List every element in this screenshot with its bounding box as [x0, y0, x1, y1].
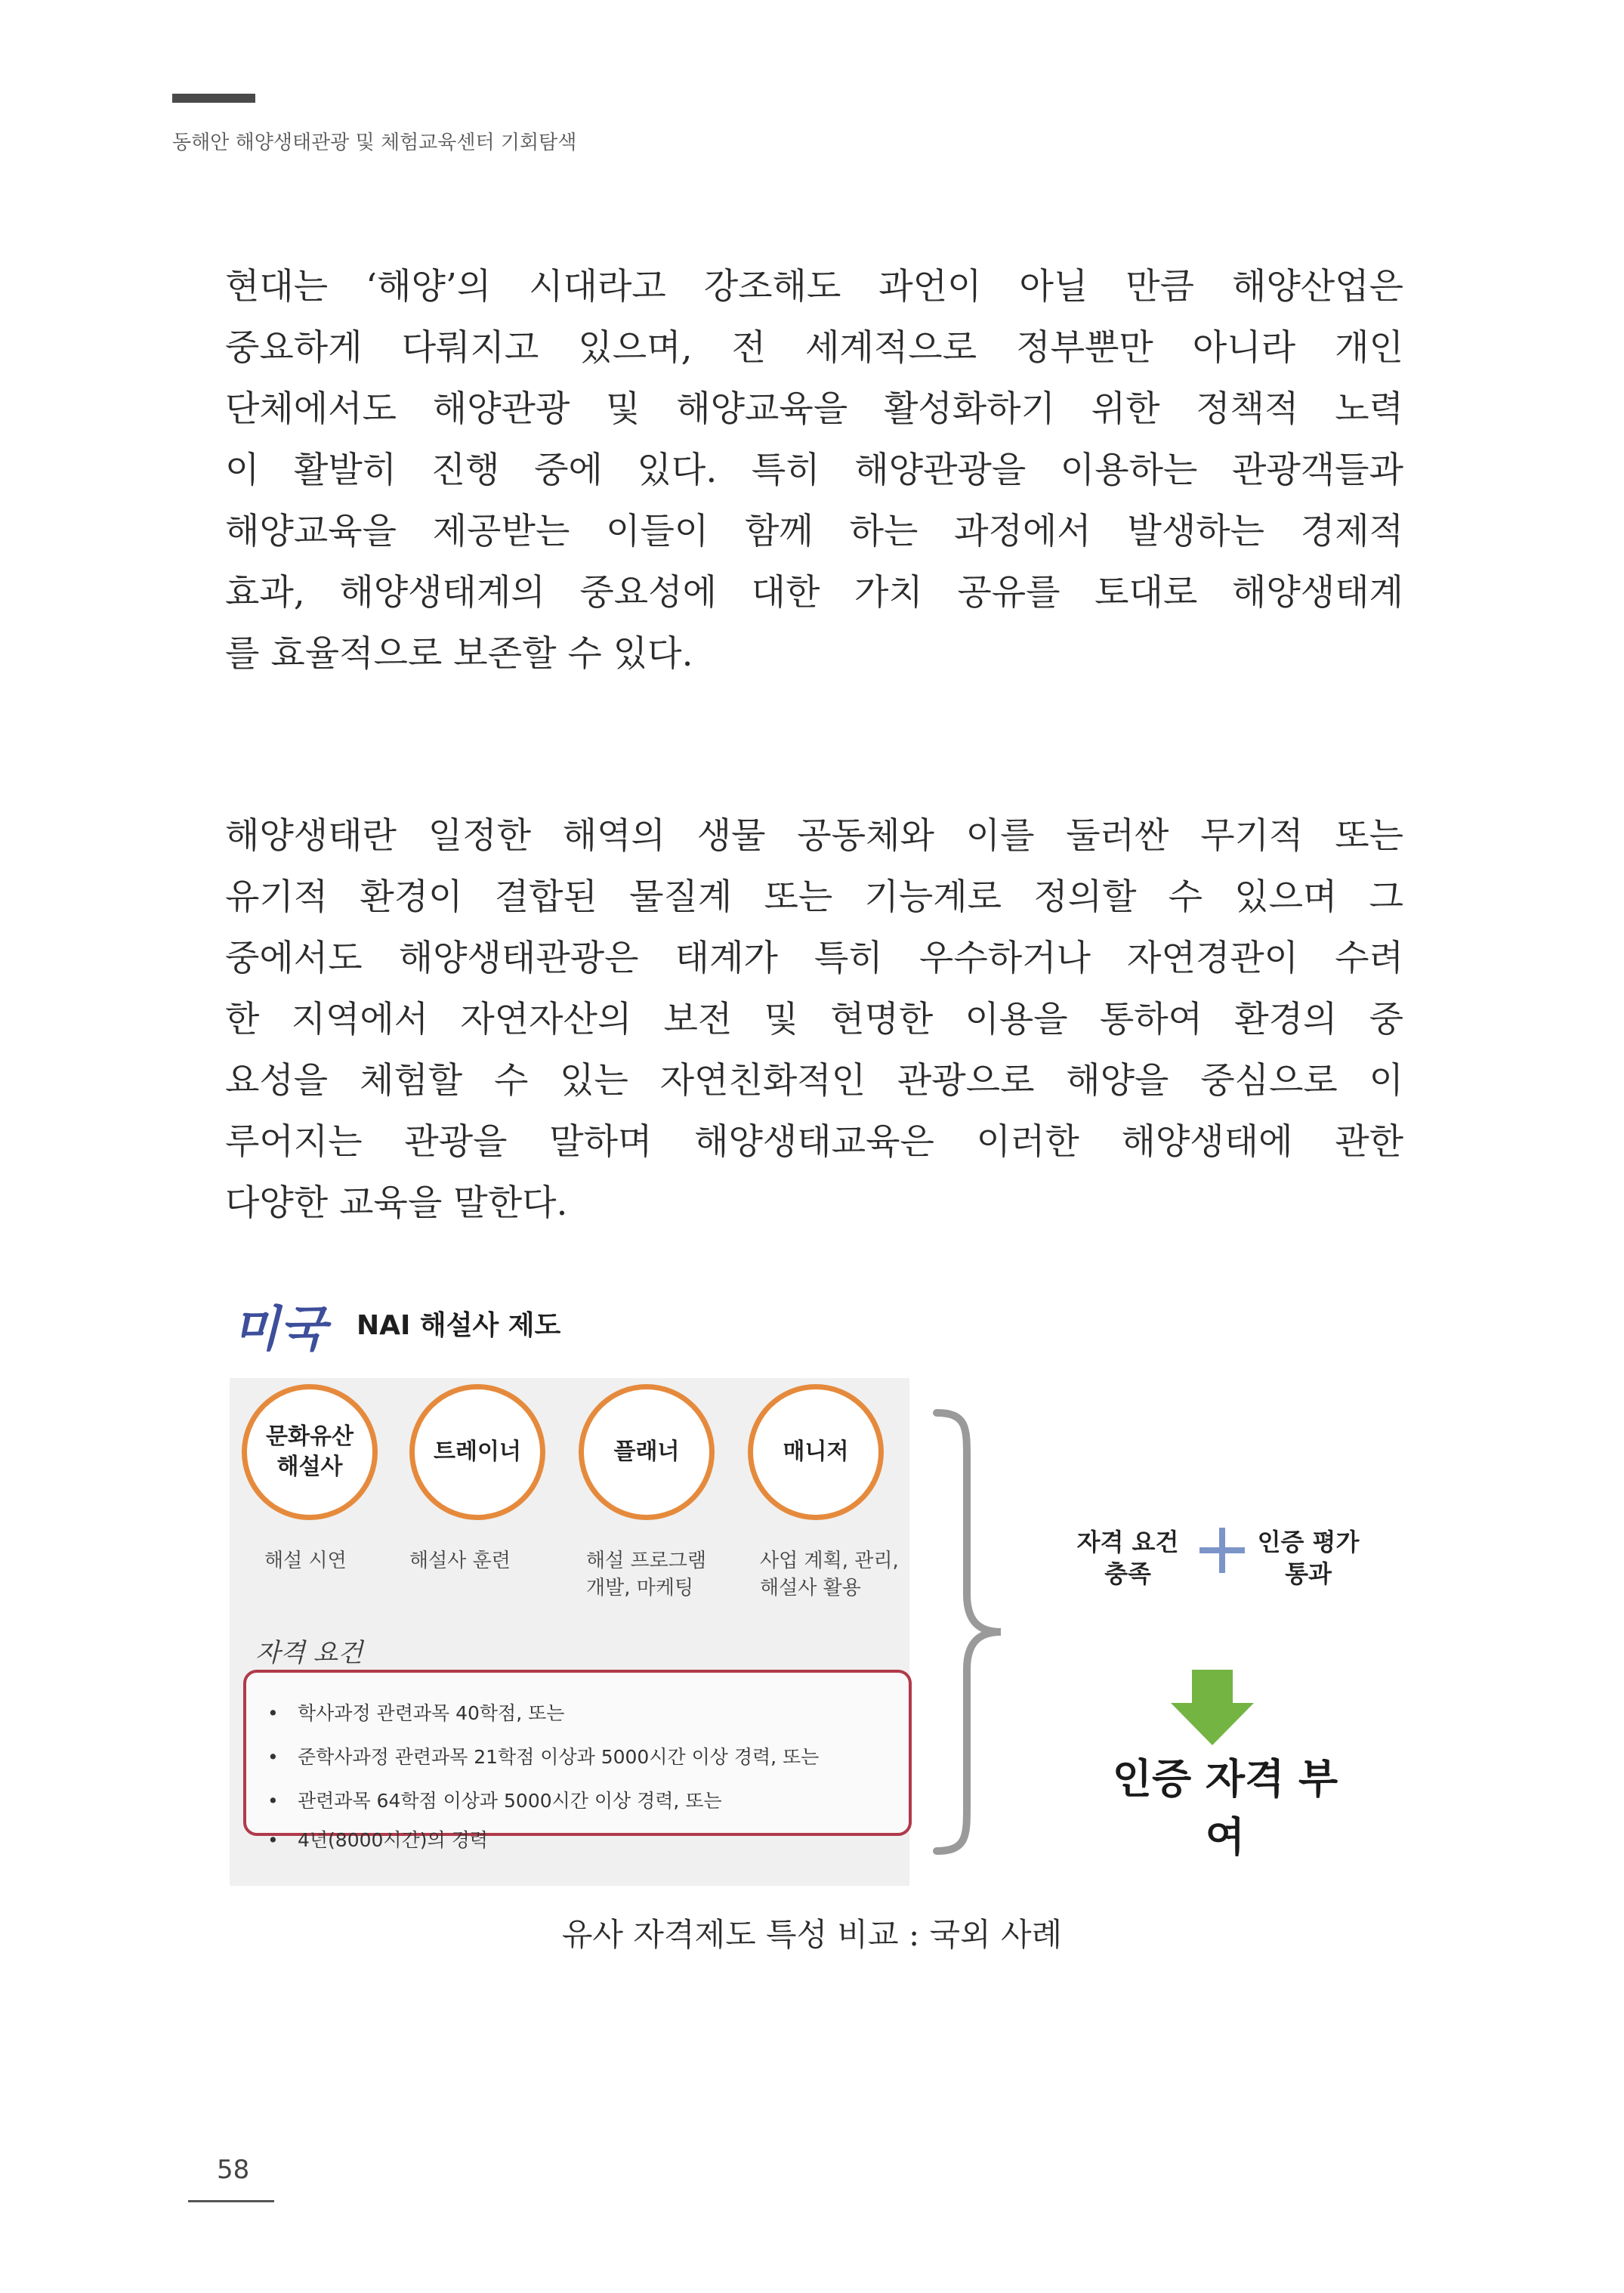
role-circle-planner [579, 1384, 715, 1520]
figure-caption: 유사 자격제도 특성 비교 : 국외 사례 [561, 1916, 1063, 1953]
paragraph-line: 효과, 해양생태계의 중요성에 대한 가치 공유를 토대로 해양생태계 [225, 572, 1403, 613]
condition-evaluation-passed: 인증 평가 통과 [1257, 1528, 1360, 1588]
role-description: 해설 프로그램 개발, 마케팅 [586, 1550, 706, 1599]
requirements-label: 자격 요건 [255, 1638, 363, 1668]
paragraph-line: 해양교육을 제공받는 이들이 함께 하는 과정에서 발생하는 경제적 [225, 511, 1403, 552]
paragraph-line: 현대는 ‘해양’의 시대라고 강조해도 과언이 아닐 만큼 해양산업은 [225, 266, 1403, 307]
curly-brace-icon [922, 1405, 1012, 1859]
running-header: 동해안 해양생태관광 및 체험교육센터 기회탐색 [172, 131, 577, 154]
role-circle-trainer [409, 1384, 545, 1520]
header-rule [172, 94, 255, 103]
role-name: 트레이너 [434, 1439, 521, 1465]
paragraph-1 [225, 256, 1403, 685]
role-circle-manager [748, 1384, 884, 1520]
certification-result: 인증 자격 부여 [1112, 1755, 1338, 1861]
figure-title: NAI 해설사 제도 [357, 1310, 561, 1341]
paragraph-line: 다양한 교육을 말한다. [225, 1182, 568, 1224]
page-number: 58 [217, 2155, 250, 2185]
requirement-item: • 학사과정 관련과목 40학점, 또는 [267, 1702, 565, 1724]
paragraph-line: 루어지는 관광을 말하며 해양생태교육은 이러한 해양생태에 관한 [225, 1121, 1403, 1163]
paragraph-line: 중요하게 다뤄지고 있으며, 전 세계적으로 정부뿐만 아니라 개인 [225, 327, 1403, 369]
nai-interpreter-figure [227, 1277, 1405, 1889]
requirements-box [243, 1670, 912, 1851]
paragraph-line: 단체에서도 해양관광 및 해양교육을 활성화하기 위한 정책적 노력 [225, 388, 1403, 430]
requirement-item: • 관련과목 64학점 이상과 5000시간 이상 경력, 또는 [267, 1790, 722, 1812]
role-name: 문화유산 해설사 [266, 1423, 354, 1480]
plus-icon [1199, 1528, 1245, 1573]
paragraph-line: 이 활발히 진행 중에 있다. 특히 해양관광을 이용하는 관광객들과 [225, 450, 1403, 491]
paragraph-line: 해양생태란 일정한 해역의 생물 공동체와 이를 둘러싼 무기적 또는 [225, 815, 1403, 857]
paragraph-2 [225, 805, 1403, 1234]
paragraph-line: 중에서도 해양생태관광은 태계가 특히 우수하거나 자연경관이 수려 [225, 938, 1403, 979]
paragraph-line: 유기적 환경이 결합된 물질계 또는 기능계로 정의할 수 있으며 그 [225, 876, 1403, 918]
role-name: 플래너 [613, 1439, 680, 1465]
role-name: 매니저 [783, 1439, 849, 1465]
figure-country-label: 미국 [233, 1302, 326, 1358]
paragraph-line: 요성을 체험할 수 있는 자연친화적인 관광으로 해양을 중심으로 이 [225, 1060, 1403, 1102]
requirement-item: • 준학사과정 관련과목 21학점 이상과 5000시간 이상 경력, 또는 [267, 1746, 820, 1768]
role-description: 사업 계획, 관리, 해설사 활용 [760, 1550, 899, 1599]
role-description: 해설사 훈련 [409, 1550, 511, 1572]
arrow-down-icon [1171, 1670, 1254, 1745]
paragraph-line: 를 효율적으로 보존할 수 있다. [225, 633, 693, 675]
role-circle-heritage [242, 1384, 378, 1520]
requirement-item: • 4년(8000시간)의 경력 [267, 1829, 488, 1851]
condition-requirements-met: 자격 요건 충족 [1076, 1528, 1179, 1588]
footer-rule [188, 2200, 274, 2202]
paragraph-line: 한 지역에서 자연자산의 보전 및 현명한 이용을 통하여 환경의 중 [225, 999, 1403, 1040]
role-description: 해설 시연 [264, 1550, 347, 1572]
